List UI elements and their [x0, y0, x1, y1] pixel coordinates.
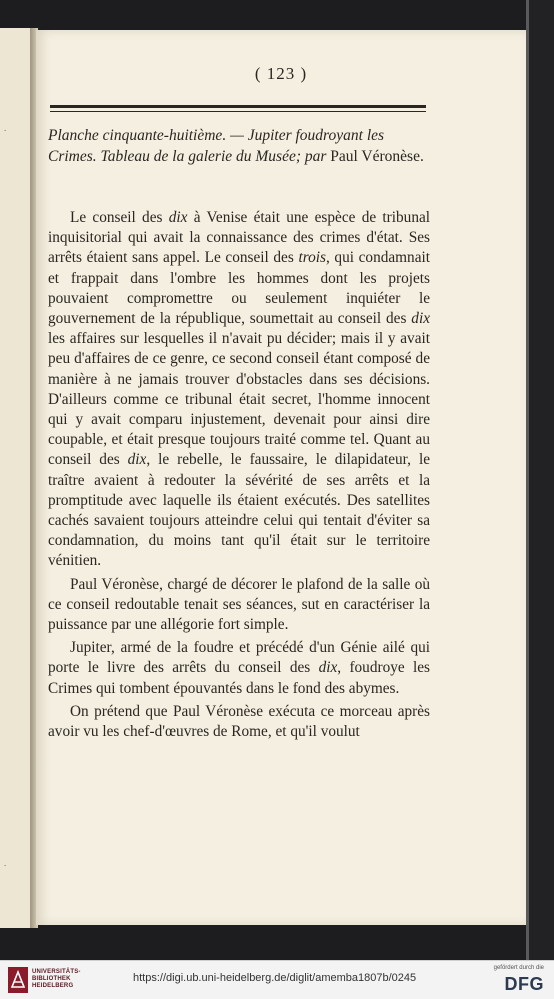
text-run: , qui condamnait et frappait dans l'ombre les hommes dont les projets pouvaient compromettre ou seulement inquiéter le gouvernement de la république, soumettait au conseil des — [48, 249, 430, 328]
book-page — [36, 30, 526, 925]
margin-mark: . — [4, 858, 7, 868]
text-run: à Venise était une espèce de tribunal inquisitorial qui avait la connaissance des crimes d'état. Ses arrêts étaient sans appel. Le conseil des — [48, 209, 431, 267]
viewer-footer — [0, 960, 554, 999]
university-library-logo-icon[interactable] — [8, 967, 28, 993]
text-run: Le conseil des — [70, 209, 169, 226]
body-text — [48, 208, 430, 745]
library-name-line: BIBLIOTHEK — [32, 976, 71, 982]
plate-caption — [48, 125, 428, 167]
italic-term: trois — [298, 249, 326, 267]
previous-page-edge — [0, 28, 32, 928]
paragraph — [48, 638, 430, 699]
permalink-url[interactable]: https://digi.ub.uni-heidelberg.de/diglit/amemba1807b/0245 — [133, 972, 417, 984]
paragraph — [48, 702, 430, 742]
header-rule-thick — [50, 105, 426, 108]
text-run: Paul Véronèse, chargé de décorer le plafond de la salle où ce conseil redoutable tenait ses séances, sut en caractériser la puissance par une allégorie fort simple. — [48, 575, 430, 634]
header-rule-thin — [50, 111, 426, 112]
text-run: Jupiter, armé de la foudre et précédé d'un Génie ailé qui porte le livre des arrêts du conseil des — [48, 639, 430, 677]
library-name-line: UNIVERSITÄTS- — [32, 969, 81, 975]
margin-mark: . — [4, 123, 7, 133]
italic-term: dix — [168, 209, 188, 226]
italic-term: dix — [127, 451, 147, 469]
caption-author: Paul Véronèse. — [326, 148, 424, 165]
text-run: les affaires sur lesquelles il n'avait pu décider; mais il y avait peu d'affaires de ce genre, ce second conseil étant composé de manière à ne jamais trouver d'obstacles dans ses décisions. D'ailleurs comme ce tribunal était secret, l'homme innocent qui y avait comparu injustement, devenait pour ainsi dire coupable, et était presque toujours traité comme tel. Quant au conseil des — [48, 330, 430, 469]
page-number: ( 123 ) — [254, 64, 308, 83]
paragraph — [48, 208, 430, 572]
italic-term: dix — [318, 659, 338, 677]
viewer-right-margin — [529, 0, 554, 960]
sponsor-label: gefördert durch die — [493, 965, 544, 971]
paragraph — [48, 575, 430, 636]
italic-term: dix — [411, 310, 430, 328]
text-run: , le rebelle, le faussaire, le dilapidateur, le traître avaient à redouter la sévérité de ses arrêts et la promptitude avec laquelle ils étaient exécutés. Des satellites cachés savaient toujours atteindre celui qui tentait d'éviter sa condamnation, du moins tant qu'il était sur le territoire vénitien. — [48, 451, 430, 570]
text-run: On prétend que Paul Véronèse exécuta ce morceau après avoir vu les chef-d'œuvres de Rome, et qu'il voulut — [48, 702, 430, 741]
dfg-logo[interactable]: DFG — [504, 974, 544, 994]
library-name-line: HEIDELBERG — [32, 983, 74, 989]
text-run: , foudroye les Crimes qui tombent épouvantés dans le fond des abymes. — [48, 659, 430, 697]
caption-italic: Planche cinquante-huitième. — Jupiter foudroyant les Crimes. Tableau de la galerie du Musée; par — [48, 127, 385, 165]
library-name[interactable] — [32, 969, 81, 990]
